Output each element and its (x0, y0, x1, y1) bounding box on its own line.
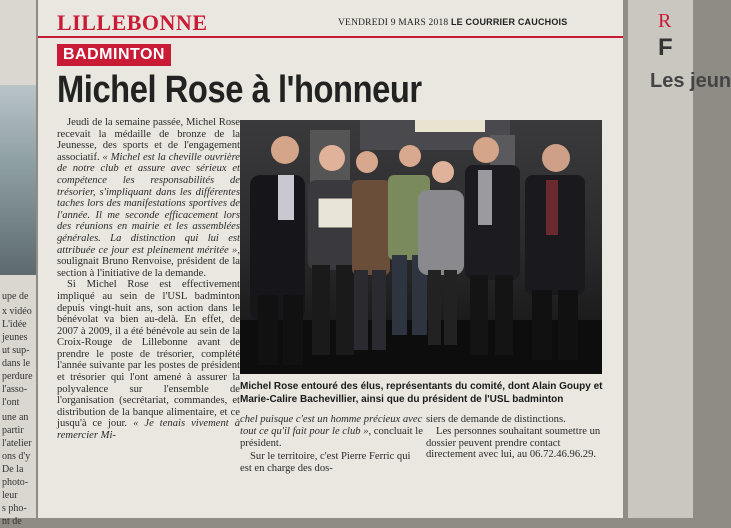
photo-caption: Michel Rose entouré des élus, représentants du comité, dont Alain Goupy et Marie-Calire Bachevillier, ainsi que du président de l'USL badminton (240, 381, 603, 405)
left-page-fragment: s pho- (2, 503, 27, 514)
paragraph (57, 117, 240, 279)
left-page-fragment: perdure (2, 371, 33, 382)
paragraph: Sur le territoire, c'est Pierre Ferric qui est en charge des dos- (240, 451, 411, 475)
left-page-fragment: jeunes (2, 332, 28, 343)
right-page-letter-2: F (658, 34, 673, 61)
paragraph (240, 414, 423, 449)
left-page-fragment: l'atelier (2, 438, 32, 449)
left-page-photo (0, 85, 36, 275)
header-rule (38, 36, 623, 38)
town-name: LILLEBONNE (57, 10, 208, 35)
paragraph-text: Jeudi de la semaine passée, Michel Rose recevait la médaille de bronze de la Jeunesse, des sports et de l'engagement associatif. (57, 117, 240, 163)
left-page-fragment: dans le (2, 358, 31, 369)
section-label: BADMINTON (57, 44, 171, 66)
dateline (338, 17, 567, 28)
article-column-2 (240, 414, 423, 475)
newspaper-page (38, 0, 623, 518)
page-header (38, 0, 623, 40)
issue-date: VENDREDI 9 MARS 2018 (338, 18, 449, 28)
left-page-fragment: l'asso- (2, 384, 28, 395)
article-column-3 (426, 414, 609, 461)
left-page-fragment: l'ont (2, 397, 20, 408)
paper-name: LE COURRIER CAUCHOIS (450, 17, 568, 27)
photo-illustration (240, 120, 602, 374)
left-page-fragment: photo- (2, 477, 29, 488)
paragraph-text: , soulignait Bruno Renvoise, président de la section à l'initiative de la demande. (57, 244, 240, 279)
right-page-letter-1: R (658, 10, 672, 32)
left-page-fragment: ons d'y (2, 451, 31, 462)
left-page-fragment: partir (2, 425, 24, 436)
right-page-edge (628, 0, 731, 518)
group-photo (240, 120, 602, 374)
left-page-edge (0, 0, 36, 527)
quote-text: « Michel est la cheville ouvrière de notre club et assure avec sérieux et compétence les responsabilités de trésorier, s'impliquant dans les différentes taches lors des manifestations sportives de l'année. Il me seconde efficacement lors des réunions en mairie et les assemblées générales. La distinction qui lui est attribuée ce jour est pleinement méritée » (57, 151, 241, 256)
article-column-1 (57, 117, 240, 442)
left-page-fragment: L'idée (2, 319, 27, 330)
left-page-fragment: ut sup- (2, 345, 30, 356)
left-page-fragment: une an (2, 412, 29, 423)
paragraph (57, 279, 240, 441)
headline: Michel Rose à l'honneur (57, 69, 422, 111)
quote-text: chel puisque c'est un homme précieux avec tout ce qu'il fait pour le club » (240, 414, 423, 437)
paragraph-text: Si Michel Rose est effectivement impliqué au sein de l'USL badminton depuis vingt-huit ans, son action dans le bénévolat va bien au-delà. En effet, de 2007 à 2009, il a été bénévole au sein de la Croix-Rouge de Lillebonne avant de prendre le poste de trésorier, complété l'année suivante par les postes de président et trésorier qui l'ont amené à assurer la polyvalence sur l'ensemble de l'organisation (secrétariat, commandes, et distribution de la banque alimentaire, et ce jusqu'à ce jour. (57, 279, 240, 430)
left-page-fragment: upe de (2, 291, 29, 302)
left-page-fragment: x vidéo (2, 306, 32, 317)
paragraph: Les personnes souhaitant soumettre un dossier peuvent prendre contact directement avec lui, au 06.72.46.96.29. (426, 425, 601, 461)
left-page-fragment: nt de (2, 516, 22, 527)
paragraph-text: , concluait le président. (240, 425, 423, 449)
left-page-fragment: De la (2, 464, 24, 475)
right-page-heading: Les jeun (650, 70, 731, 92)
left-page-fragment: leur (2, 490, 18, 501)
quote-text: « Je tenais vivement à remercier Mi- (57, 418, 240, 442)
paragraph: siers de demande de distinctions. (426, 414, 566, 425)
